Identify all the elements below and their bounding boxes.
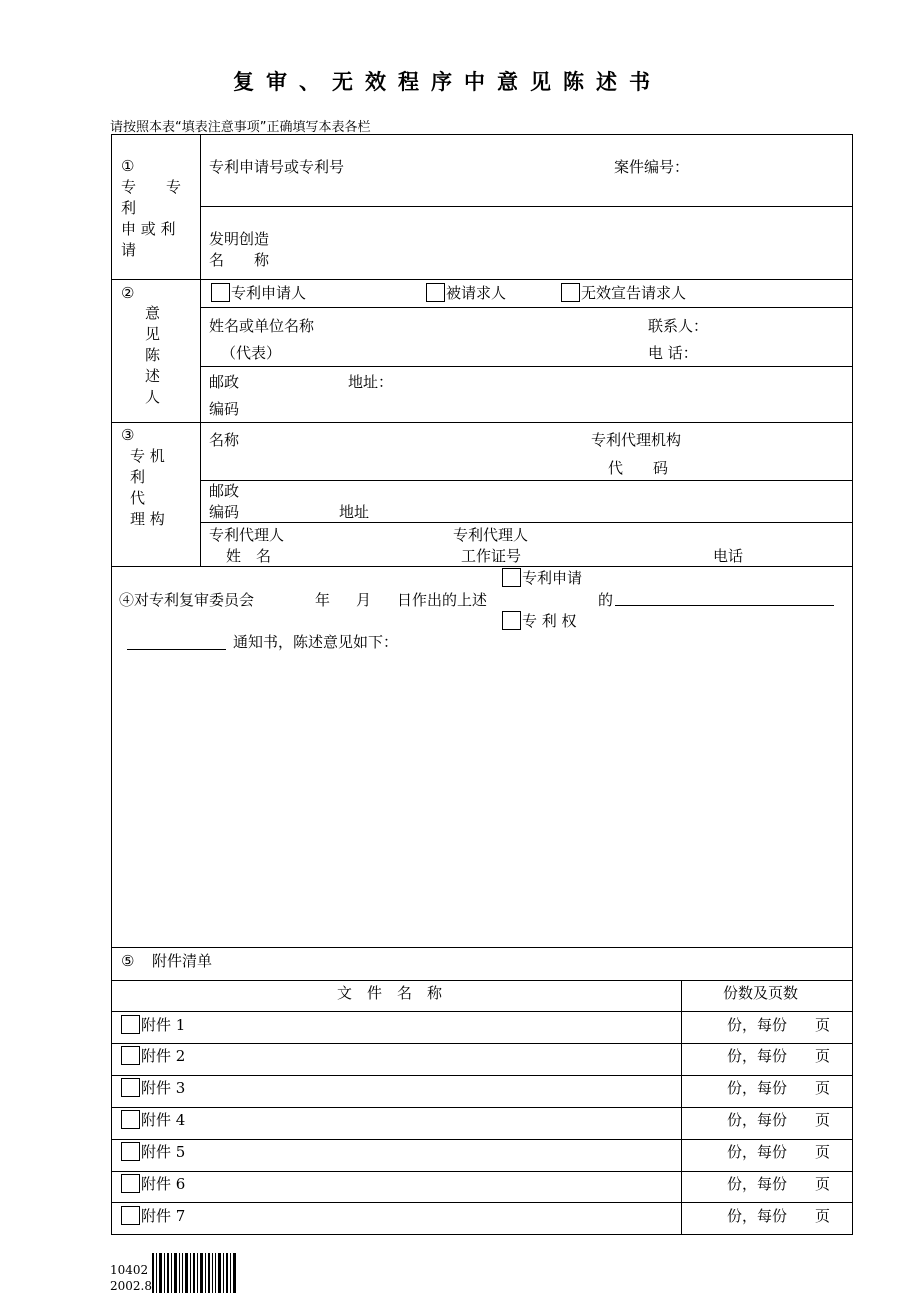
copies-label: 份，每份 (727, 1016, 788, 1034)
agency-postal-label: 编码 (209, 503, 240, 521)
contact-label: 联系人： (648, 317, 709, 335)
section3-number: ③ (121, 426, 135, 444)
patent-application-checkbox[interactable] (502, 568, 521, 587)
opinion-text-area[interactable] (113, 660, 851, 945)
frame-bottom (111, 1234, 853, 1235)
phone-label: 电 话： (648, 344, 698, 362)
attachment-label: 附件 7 (141, 1207, 186, 1225)
form-number: 10402 (110, 1263, 149, 1277)
frame-right (852, 134, 853, 1234)
copies-label: 份，每份 (727, 1207, 788, 1225)
pages-label: 页 (815, 1047, 831, 1065)
pages-label: 页 (815, 1207, 831, 1225)
pages-label: 页 (815, 1143, 831, 1161)
sep-6 (111, 1011, 852, 1012)
agency-code-label: 专利代理机构 (591, 431, 682, 449)
patent-application-option-label: 专利申请 (522, 569, 583, 587)
agent-phone-label: 电话 (713, 547, 744, 565)
respondent-checkbox[interactable] (426, 283, 445, 302)
attachment-checkbox[interactable] (121, 1046, 140, 1065)
agency-name-label: 名称 (209, 431, 240, 449)
copies-pages-header: 份数及页数 (723, 984, 799, 1002)
patent-right-option-label: 专 利 权 (522, 612, 577, 630)
s1-inner (200, 206, 852, 207)
respondent-option-label: 被请求人 (446, 284, 507, 302)
section1-side-label: 申 或 利 (121, 220, 176, 238)
sep-5 (111, 980, 852, 981)
address-label: 地址： (348, 373, 394, 391)
year-label: 年 (315, 591, 331, 609)
statement-prefix: ④对专利复审委员会 (119, 591, 255, 609)
invention-name-label: 发明创造 (209, 230, 270, 248)
invalidation-requester-checkbox[interactable] (561, 283, 580, 302)
row-line (111, 1075, 852, 1076)
attachment-label: 附件 1 (141, 1016, 186, 1034)
frame-top (111, 134, 852, 135)
sep-3 (111, 566, 852, 567)
attachment-checkbox[interactable] (121, 1206, 140, 1225)
attachment-checkbox[interactable] (121, 1078, 140, 1097)
frame-left (111, 134, 112, 1234)
attachment-label: 附件 5 (141, 1143, 186, 1161)
patent-right-checkbox[interactable] (502, 611, 521, 630)
row-line (111, 1043, 852, 1044)
section1-side-label: 专 专 (121, 178, 182, 196)
agent-name-label: 姓 名 (226, 547, 272, 565)
attachment-checkbox[interactable] (121, 1174, 140, 1193)
attachment-label: 附件 4 (141, 1111, 186, 1129)
postal-code-label: 编码 (209, 400, 240, 418)
section2-side-label: 陈 (145, 346, 161, 364)
sep-4 (111, 947, 852, 948)
name-label: 姓名或单位名称 (209, 317, 315, 335)
attachment-label: 附件 6 (141, 1175, 186, 1193)
fill-instruction: 请按照本表“填表注意事项”正确填写本表各栏 (110, 120, 371, 135)
copies-label: 份，每份 (727, 1111, 788, 1129)
row-line (111, 1139, 852, 1140)
agency-address-label: 地址 (339, 503, 370, 521)
postal-code-label: 邮政 (209, 373, 240, 391)
s2-inner-a (200, 307, 852, 308)
invalidation-requester-option-label: 无效宣告请求人 (581, 284, 687, 302)
section2-side-label: 见 (145, 325, 161, 343)
section3-side-label: 专 机 (130, 447, 165, 465)
page-title: 复审、无效程序中意见陈述书 (233, 69, 662, 94)
attachment-label: 附件 3 (141, 1079, 186, 1097)
pages-label: 页 (815, 1111, 831, 1129)
form-date: 2002.8 (110, 1279, 152, 1293)
notice-type-blank[interactable] (615, 605, 834, 606)
section2-side-label: 意 (145, 304, 161, 322)
copies-label: 份，每份 (727, 1175, 788, 1193)
s3-inner-a (200, 480, 852, 481)
attachment-checkbox[interactable] (121, 1110, 140, 1129)
section1-side-label: 利 (121, 199, 137, 217)
copies-label: 份，每份 (727, 1047, 788, 1065)
agency-postal-label: 邮政 (209, 482, 240, 500)
section3-side-label: 利 (130, 468, 146, 486)
invention-name-label: 名 称 (209, 251, 270, 269)
case-number-label: 案件编号： (614, 158, 690, 176)
barcode-icon (152, 1253, 238, 1293)
section5-number: ⑤ (121, 952, 135, 970)
file-name-header: 文 件 名 称 (337, 984, 443, 1002)
sep-1 (111, 279, 852, 280)
section2-number: ② (121, 284, 135, 302)
attachment-checkbox[interactable] (121, 1142, 140, 1161)
agent-cert-label: 工作证号 (461, 547, 522, 565)
row-line (111, 1202, 852, 1203)
attachment-label: 附件 2 (141, 1047, 186, 1065)
s2-inner-b (200, 366, 852, 367)
of-label: 的 (598, 591, 614, 609)
applicant-option-label: 专利申请人 (231, 284, 307, 302)
row-line (111, 1171, 852, 1172)
pages-label: 页 (815, 1016, 831, 1034)
pages-label: 页 (815, 1175, 831, 1193)
representative-label: （代表） (221, 344, 282, 362)
s3-inner-b (200, 522, 852, 523)
copies-label: 份，每份 (727, 1079, 788, 1097)
notice-name-blank[interactable] (127, 649, 226, 650)
section3-side-label: 理 构 (130, 510, 165, 528)
section1-side-label: 请 (121, 241, 137, 259)
notice-text: 通知书，陈述意见如下： (233, 633, 399, 651)
day-text: 日作出的上述 (397, 591, 488, 609)
attachment-list-label: 附件清单 (152, 952, 213, 970)
sep-2 (111, 422, 852, 423)
agent-cert-label: 专利代理人 (453, 526, 529, 544)
pages-label: 页 (815, 1079, 831, 1097)
agent-name-label: 专利代理人 (209, 526, 285, 544)
section3-side-label: 代 (130, 489, 146, 507)
applicant-checkbox[interactable] (211, 283, 230, 302)
row-line (111, 1107, 852, 1108)
left-col-divider (200, 134, 201, 566)
section2-side-label: 述 (145, 367, 161, 385)
attachment-checkbox[interactable] (121, 1015, 140, 1034)
patent-number-label: 专利申请号或专利号 (209, 158, 345, 176)
section2-side-label: 人 (145, 388, 161, 406)
month-label: 月 (356, 591, 372, 609)
section1-number: ① (121, 157, 135, 175)
copies-label: 份，每份 (727, 1143, 788, 1161)
agency-code-label: 代 码 (608, 459, 669, 477)
